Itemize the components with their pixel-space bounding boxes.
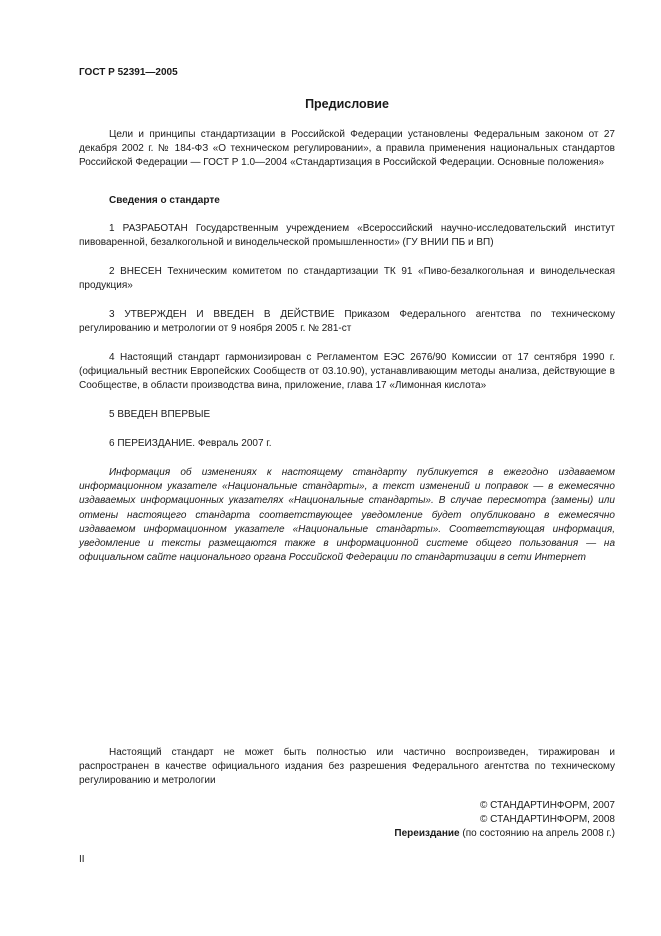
list-item: 6 ПЕРЕИЗДАНИЕ. Февраль 2007 г.	[109, 438, 272, 449]
page-number: II	[79, 854, 85, 865]
page-title: Предисловие	[305, 97, 389, 111]
reissue-note: (по состоянию на апрель 2008 г.)	[459, 828, 615, 839]
list-item: 3 УТВЕРЖДЕН И ВВЕДЕН В ДЕЙСТВИЕ Приказом Федерального агентства по техническому регулированию и метрологии от 9 ноября 2005 г. № 281-ст	[79, 309, 615, 335]
list-item: 5 ВВЕДЕН ВПЕРВЫЕ	[109, 409, 211, 420]
copyright-notice: Настоящий стандарт не может быть полностью или частично воспроизведен, тиражирован и распространен в качестве официального издания без разрешения Федерального агентства по техническому регулированию и метрологии	[79, 747, 615, 787]
intro-paragraph: Цели и принципы стандартизации в Российской Федерации установлены Федеральным законом от 27 декабря 2002 г. № 184-ФЗ «О техническом регулировании», а правила применения национальных стандартов Российской Федерации — ГОСТ Р 1.0—2004 «Стандартизация в Российской Федерации. Основные положения»	[79, 129, 615, 169]
reissue-label: Переиздание	[394, 828, 460, 839]
list-item: 4 Настоящий стандарт гармонизирован с Регламентом ЕЭС 2676/90 Комиссии от 17 сентября 1990 г. (официальный вестник Европейских Сообществ от 03.10.90), устанавливающим методы анализа, действующие в Сообществе, в области производства вина, приложение, глава 17 «Лимонная кислота»	[79, 352, 615, 392]
notice-paragraph: Информация об изменениях к настоящему стандарту публикуется в ежегодно издаваемом информационном указателе «Национальные стандарты», а текст изменений и поправок — в ежемесячно издаваемых информационных указателях «Национальные стандарты». В случае пересмотра (замены) или отмены настоящего стандарта соответствующее уведомление будет опубликовано в ежемесячно издаваемом информационном указателе «Национальные стандарты». Соответствующая информация, уведомление и тексты размещаются также в информационной системе общего пользования — на официальном сайте национального органа Российской Федерации по стандартизации в сети Интернет	[79, 467, 615, 564]
document-header: ГОСТ Р 52391—2005	[79, 67, 178, 78]
copyright-line: © СТАНДАРТИНФОРМ, 2008	[480, 814, 615, 825]
list-item: 2 ВНЕСЕН Техническим комитетом по стандартизации ТК 91 «Пиво-безалкогольная и винодельческая продукция»	[79, 266, 615, 292]
copyright-line: © СТАНДАРТИНФОРМ, 2007	[480, 800, 615, 811]
section-heading: Сведения о стандарте	[109, 195, 220, 206]
reissue-line	[394, 827, 615, 841]
list-item: 1 РАЗРАБОТАН Государственным учреждением «Всероссийский научно-исследовательский институт пивоваренной, безалкогольной и винодельческой промышленности» (ГУ ВНИИ ПБ и ВП)	[79, 223, 615, 249]
